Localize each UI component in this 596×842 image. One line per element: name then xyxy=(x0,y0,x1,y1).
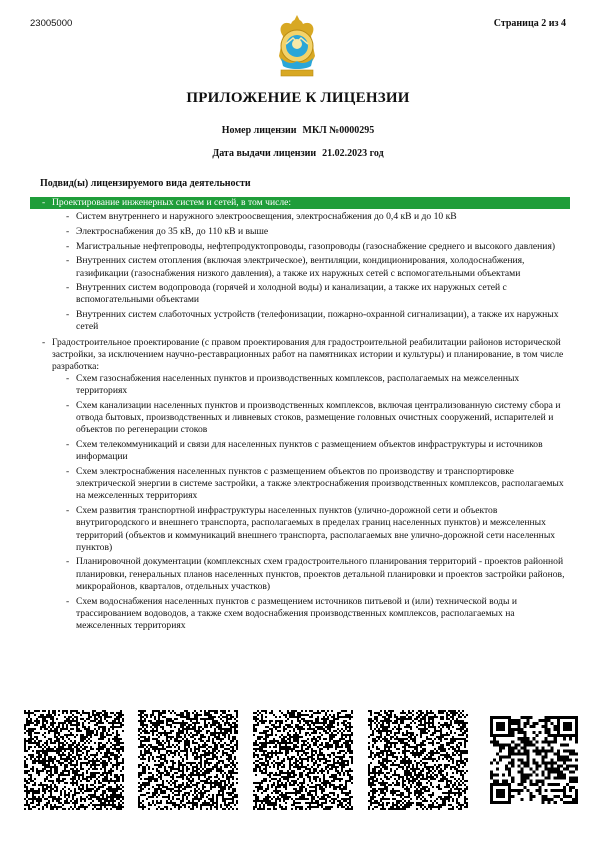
section-engineering-systems: - Проектирование инженерных систем и сетей, в том числе: xyxy=(30,197,570,209)
list-item: - Схем водоснабжения населенных пунктов с размещением источников питьевой и (или) технической воды и трассированием водоводов, а также схем водоснабжения производственных комплексов, располагаемых на межселенных территориях xyxy=(66,596,570,633)
list-item: - Схем электроснабжения населенных пунктов с размещением объектов по производству и транспортировке электрической энергии в системе застройки, а также электроснабжения производственных комплексов, располагаемых на межселенных территориях xyxy=(66,466,570,503)
state-emblem-icon xyxy=(273,14,321,80)
list-item: - Схем телекоммуникаций и связи для населенных пунктов с размещением объектов инфраструктуры и источников информации xyxy=(66,439,570,463)
datamatrix-code-icon xyxy=(253,710,353,810)
section-urban-planning: - Градостроительное проектирование (с правом проектирования для градостроительной реабилитации районов исторической застройки, за исключением научно-реставрационных работ на памятниках истории и культуры) и планирование, в том числе разработка: xyxy=(42,337,570,374)
list-item: - Планировочной документации (комплексных схем градостроительного планирования территорий - проектов районной планировки, генеральных планов населенных пунктов, проектов детальной планировки и проектов застройки районов, микрорайонов, кварталов, отдельных участков) xyxy=(66,556,570,593)
page-number: Страница 2 из 4 xyxy=(493,18,566,29)
license-number xyxy=(0,125,596,136)
list-item: - Систем внутреннего и наружного электроосвещения, электроснабжения до 0,4 кВ и до 10 кВ xyxy=(66,211,570,223)
license-number-value: МКЛ №0000295 xyxy=(302,125,375,136)
datamatrix-code-icon xyxy=(138,710,238,810)
license-date-label: Дата выдачи лицензии xyxy=(212,148,317,159)
list-item: - Внутренних систем слаботочных устройств (телефонизации, пожарно-охранной сигнализации), а также их наружных сетей xyxy=(66,309,570,333)
document-title: ПРИЛОЖЕНИЕ К ЛИЦЕНЗИИ xyxy=(186,90,410,106)
list-item: - Магистральные нефтепроводы, нефтепродуктопроводы, газопроводы (газоснабжение среднего и высокого давления) xyxy=(66,241,570,253)
license-date-value: 21.02.2023 год xyxy=(322,148,384,159)
doc-id: 23005000 xyxy=(30,18,73,29)
list-item: - Внутренних систем отопления (включая электрическое), вентиляции, кондиционирования, холодоснабжения, газификации (газоснабжения низкого давления), а также их наружных сетей с вспомогательными объектами xyxy=(66,255,570,279)
list-item: - Внутренних систем водопровода (горячей и холодной воды) и канализации, а также их наружных сетей с вспомогательными объектами xyxy=(66,282,570,306)
subtype-list xyxy=(30,197,570,635)
list-item: - Схем развития транспортной инфраструктуры населенных пунктов (улично-дорожной сети и объектов внутригородского и внешнего транспорта, располагаемых в пределах границ населенных пунктов) и межселенных территорий (объектов и коммуникаций внешнего транспорта, располагаемых вне улично-дорожной сети населенных пунктов) xyxy=(66,505,570,554)
verification-codes xyxy=(24,710,580,812)
license-date xyxy=(0,148,596,159)
datamatrix-code-icon xyxy=(24,710,124,810)
subtype-heading: Подвид(ы) лицензируемого вида деятельности xyxy=(40,178,251,189)
list-item: - Схем газоснабжения населенных пунктов и производственных комплексов, располагаемых на межселенных территориях xyxy=(66,373,570,397)
list-item: - Схем канализации населенных пунктов и производственных комплексов, включая централизованную систему сбора и отвода бытовых, производственных и ливневых стоков, размещение головных очистных сооружений, испарителей и объектов по регенерации стоков xyxy=(66,400,570,437)
list-item: - Электроснабжения до 35 кВ, до 110 кВ и выше xyxy=(66,226,570,238)
license-number-label: Номер лицензии xyxy=(221,125,297,136)
datamatrix-code-icon xyxy=(368,710,468,810)
qr-code-icon xyxy=(490,716,578,804)
